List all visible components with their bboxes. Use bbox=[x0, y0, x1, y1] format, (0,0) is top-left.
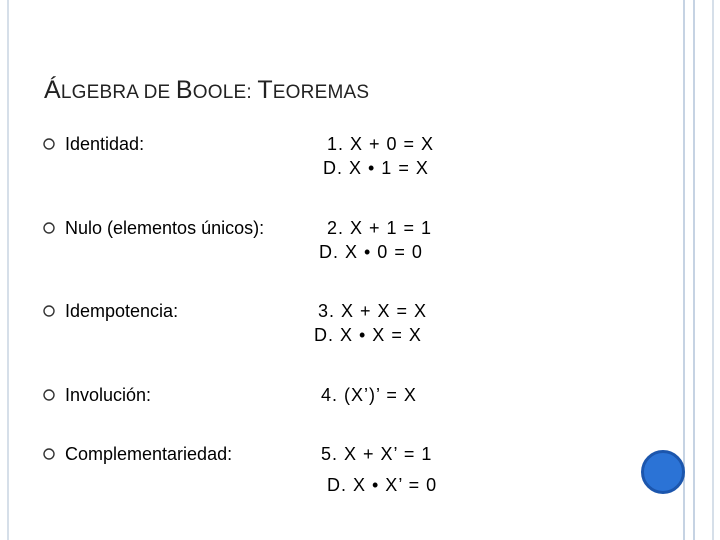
theorem-equation: 4. (X’)’ = X bbox=[321, 385, 417, 405]
theorem-dual-equation: D. X • X’ = 0 bbox=[327, 475, 438, 495]
theorem-label: Idempotencia: bbox=[65, 301, 179, 321]
theorem-dual-equation: D. X • 1 = X bbox=[323, 158, 429, 178]
frame-right-outer-line bbox=[712, 0, 714, 540]
theorem-label: Nulo (elementos únicos): bbox=[65, 218, 265, 238]
theorem-label: Identidad: bbox=[65, 134, 145, 154]
frame-left-line bbox=[7, 0, 9, 540]
theorem-equation: 1. X + 0 = X bbox=[327, 134, 435, 154]
bullet-icon bbox=[42, 137, 56, 151]
theorem-dual-equation: D. X • X = X bbox=[314, 325, 422, 345]
frame-right-band bbox=[683, 0, 695, 540]
theorem-equation: 5. X + X’ = 1 bbox=[321, 444, 433, 464]
title-part: T bbox=[257, 76, 273, 104]
theorem-label: Involución: bbox=[65, 385, 152, 405]
title-part: Á bbox=[44, 76, 61, 104]
title-part: B bbox=[175, 76, 193, 104]
theorem-equation: 3. X + X = X bbox=[318, 301, 428, 321]
title-part: LGEBRA DE bbox=[60, 82, 176, 103]
theorem-equation: 2. X + 1 = 1 bbox=[327, 218, 433, 238]
theorem-dual-equation: D. X • 0 = 0 bbox=[319, 242, 423, 262]
decorative-circle bbox=[641, 450, 685, 494]
slide-title bbox=[44, 76, 369, 105]
title-part: OOLE: bbox=[192, 82, 258, 103]
bullet-icon bbox=[42, 221, 56, 235]
bullet-icon bbox=[42, 304, 56, 318]
bullet-icon bbox=[42, 447, 56, 461]
theorem-label: Complementariedad: bbox=[65, 444, 233, 464]
title-part: EOREMAS bbox=[272, 82, 370, 103]
bullet-icon bbox=[42, 388, 56, 402]
